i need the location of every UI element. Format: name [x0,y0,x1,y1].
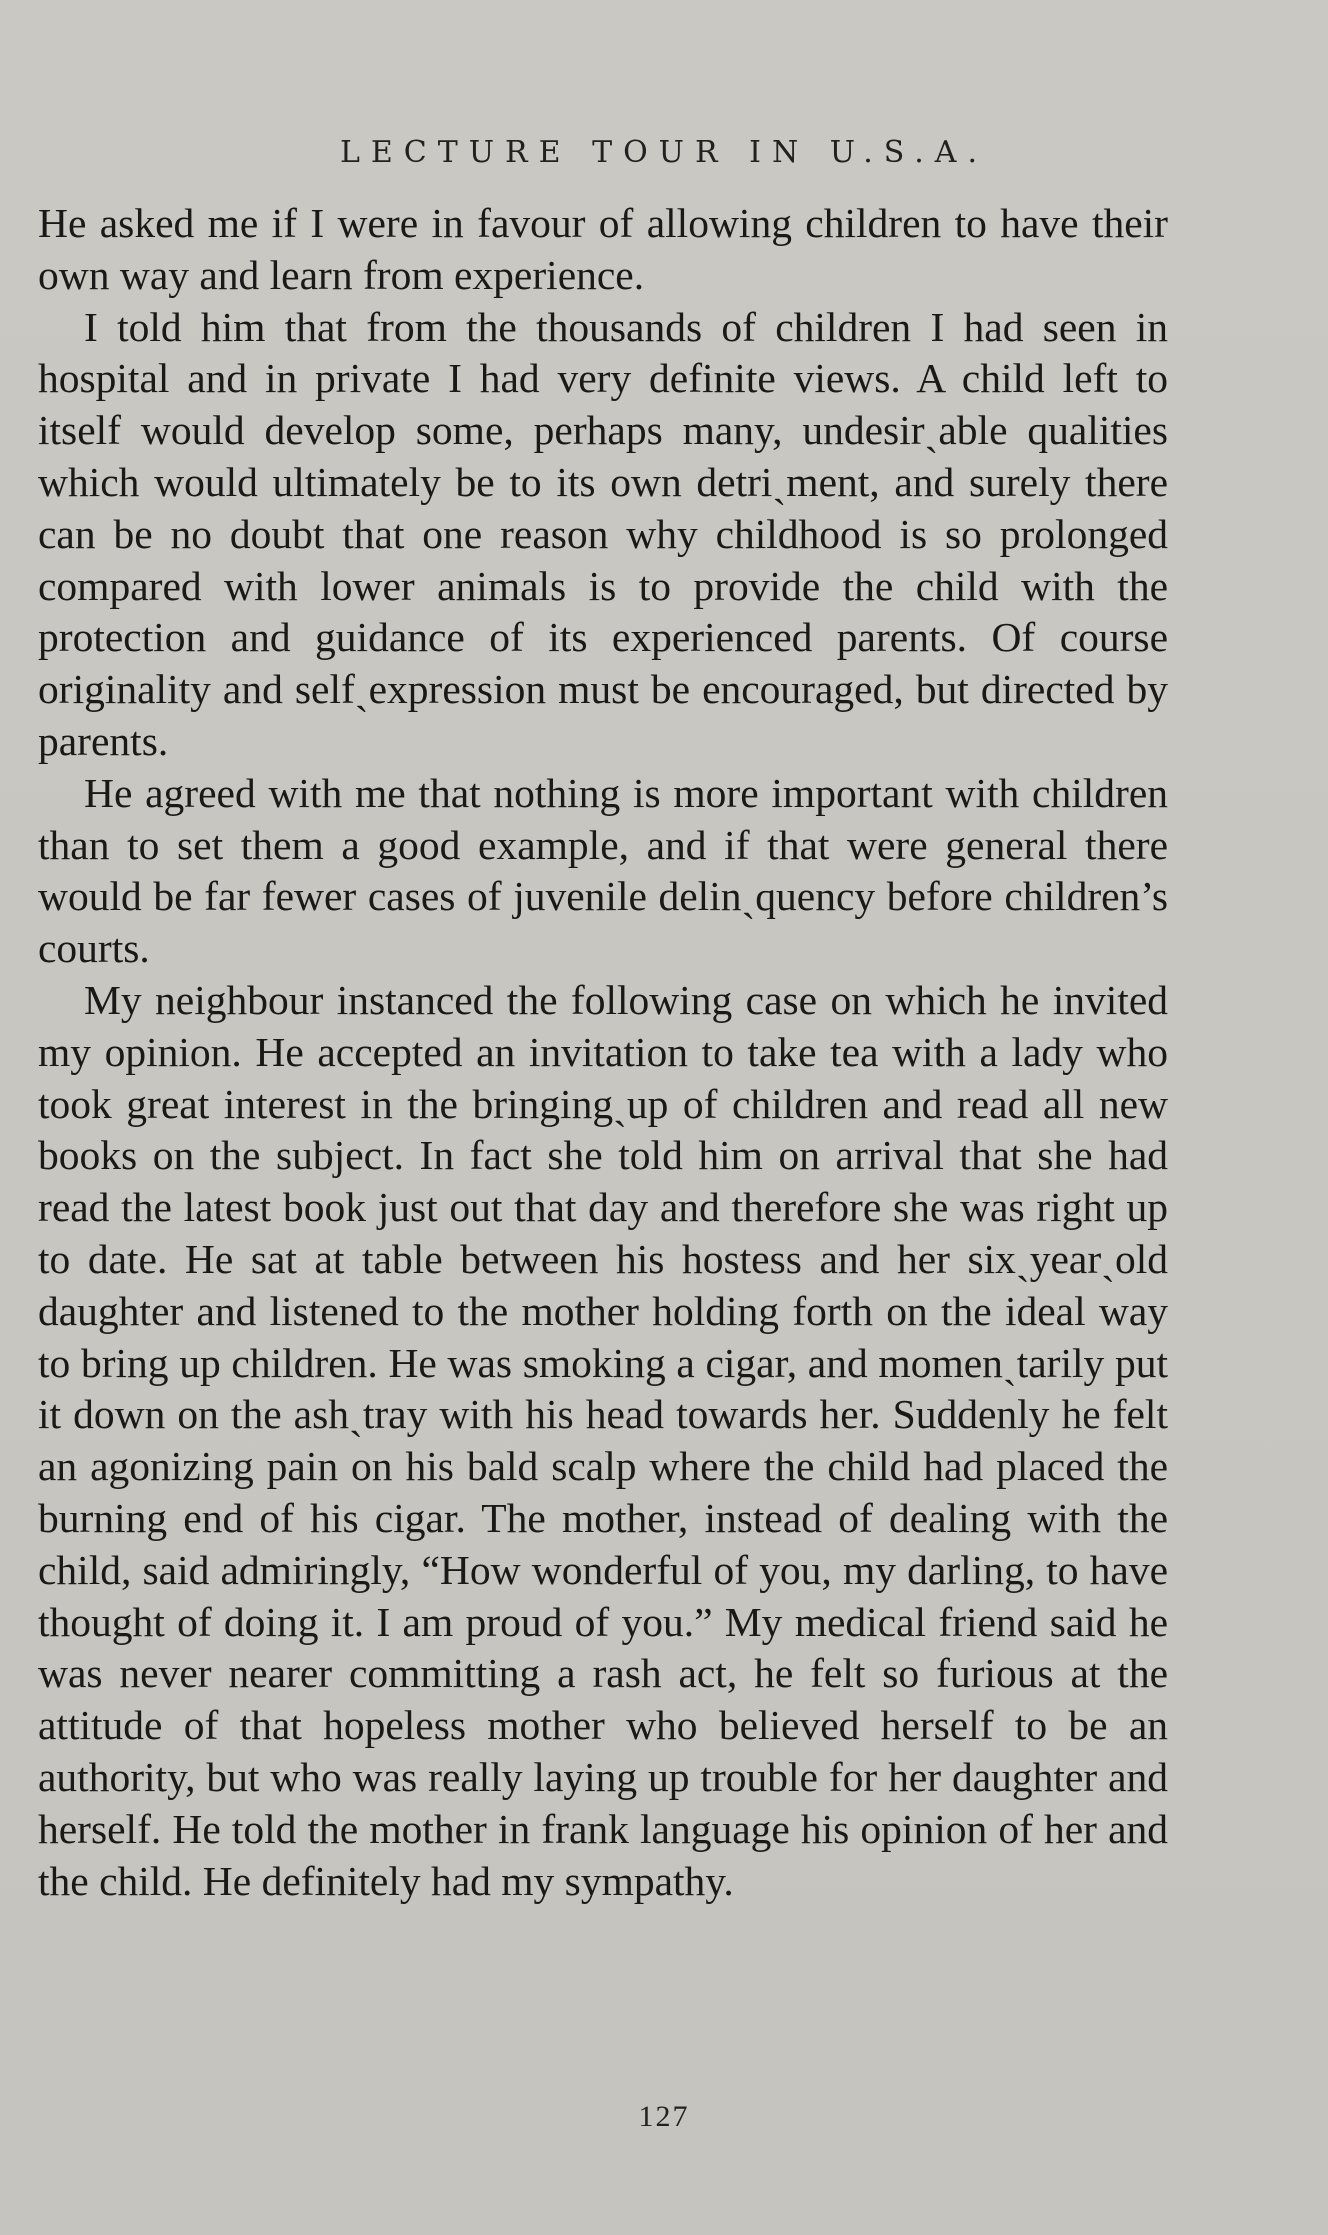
paragraph-3: He agreed with me that nothing is more important with children than to set them a good example, and if that were general there would be far fewer cases of juvenile delinˏquency before children’s courts. [38,769,1168,972]
page-number: 127 [638,2100,690,2133]
paragraph-1: He asked me if I were in favour of allowing children to have their own way and learn from experience. [38,200,1168,298]
running-head: LECTURE TOUR IN U.S.A. [339,135,989,170]
body-text [38,198,1168,1907]
paragraph-2: I told him that from the thousands of children I had seen in hospital and in private I had very definite views. A child left to itself would develop some, perhaps many, undesirˏable qualities which would ultimately be to its own detriˏment, and surely there can be no doubt that one reason why childhood is so prolonged compared with lower animals is to provide the child with the protection and guidance of its experienced parents. Of course originality and selfˏexpression must be encouraged, but directed by parents. [38,303,1168,764]
paragraph-4: My neighbour instanced the following case on which he invited my opinion. He accepted an invitation to take tea with a lady who took great interest in the bringingˏup of children and read all new books on the subject. In fact she told him on arrival that she had read the latest book just out that day and therefore she was right up to date. He sat at table between his hostess and her sixˏyearˏold daughter and listened to the mother holding forth on the ideal way to bring up children. He was smoking a cigar, and momenˏtarily put it down on the ashˏtray with his head towards her. Suddenly he felt an agonizing pain on his bald scalp where the child had placed the burning end of his cigar. The mother, instead of dealing with the child, said admiringly, “How wonderful of you, my darling, to have thought of doing it. I am proud of you.” My medical friend said he was never nearer committing a rash act, he felt so furious at the attitude of that hopeless mother who believed herself to be an authority, but who was really laying up trouble for her daughter and herself. He told the mother in frank language his opinion of her and the child. He definitely had my sympathy. [38,976,1168,1904]
